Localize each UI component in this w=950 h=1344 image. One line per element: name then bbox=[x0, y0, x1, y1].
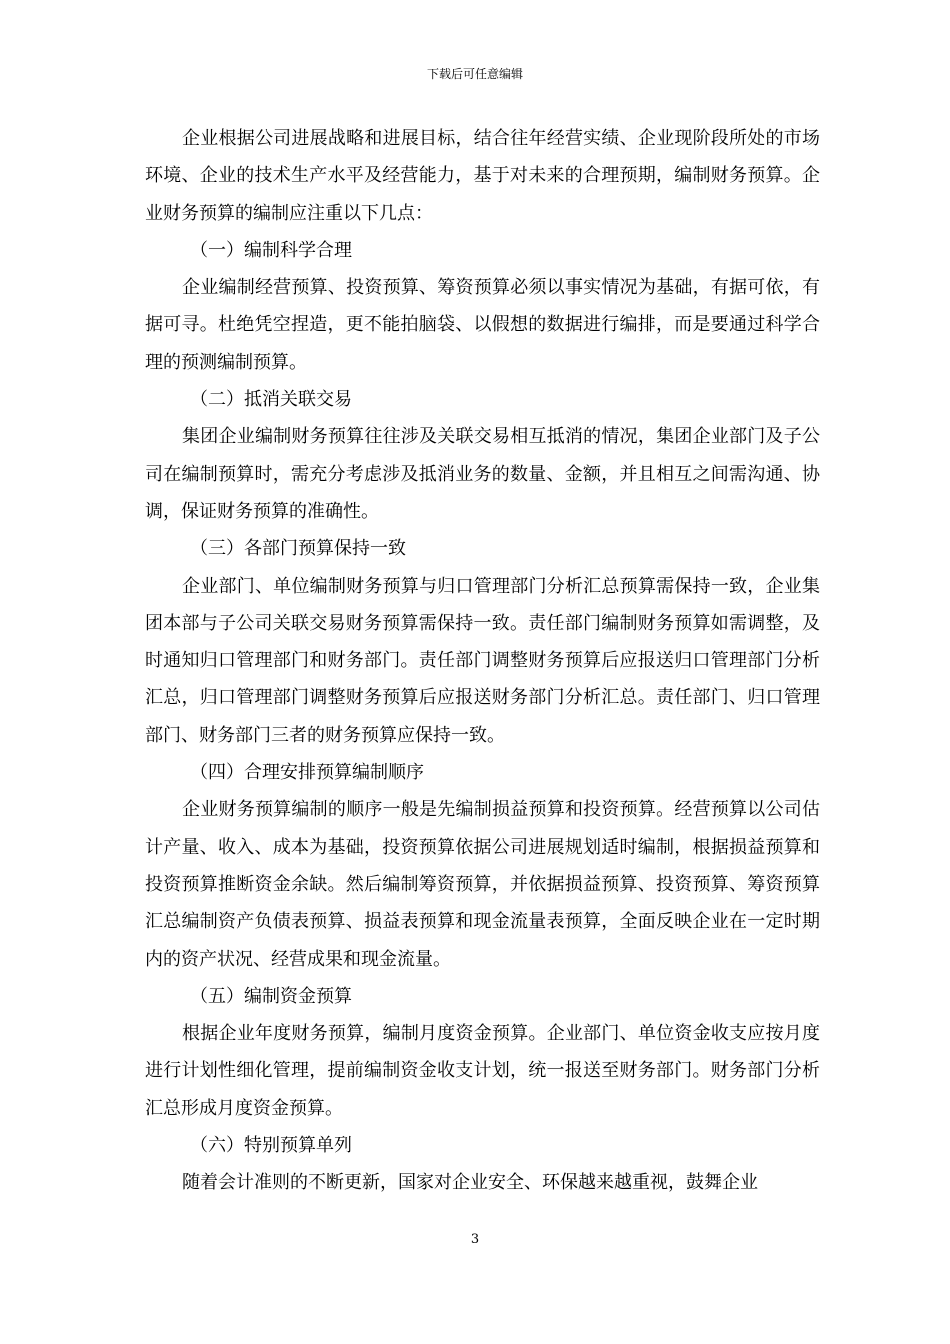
section-heading-6: （六）特别预算单列 bbox=[190, 1135, 352, 1157]
section-body-2: 集团企业编制财务预算往往涉及关联交易相互抵消的情况，集团企业部门及子公司在编制预算时，需充分考虑涉及抵消业务的数量、金额，并且相互之间需沟通、协调，保证财务预算的准确性。 bbox=[145, 426, 820, 522]
page-header: 下载后可任意编辑 bbox=[426, 67, 523, 81]
section-body-1: 企业编制经营预算、投资预算、筹资预算必须以事实情况为基础，有据可依，有据可寻。杜绝凭空捏造，更不能拍脑袋、以假想的数据进行编排，而是要通过科学合理的预测编制预算。 bbox=[145, 277, 820, 373]
section-body-5: 根据企业年度财务预算，编制月度资金预算。企业部门、单位资金收支应按月度进行计划性细化管理，提前编制资金收支计划，统一报送至财务部门。财务部门分析汇总形成月度资金预算。 bbox=[145, 1023, 820, 1119]
section-heading-1: （一）编制科学合理 bbox=[190, 239, 352, 261]
section-heading-5: （五）编制资金预算 bbox=[190, 985, 352, 1007]
section-body-3: 企业部门、单位编制财务预算与归口管理部门分析汇总预算需保持一致，企业集团本部与子公司关联交易财务预算需保持一致。责任部门编制财务预算如需调整，及时通知归口管理部门和财务部门。责任部门调整财务预算后应报送归口管理部门分析汇总，归口管理部门调整财务预算后应报送财务部门分析汇总。责任部门、归口管理部门、财务部门三者的财务预算应保持一致。 bbox=[145, 575, 820, 746]
section-body-4: 企业财务预算编制的顺序一般是先编制损益预算和投资预算。经营预算以公司估计产量、收入、成本为基础，投资预算依据公司进展规划适时编制，根据损益预算和投资预算推断资金余缺。然后编制筹资预算，并依据损益预算、投资预算、筹资预算汇总编制资产负债表预算、损益表预算和现金流量表预算，全面反映企业在一定时期内的资产状况、经营成果和现金流量。 bbox=[145, 799, 820, 970]
document-body bbox=[145, 120, 820, 1202]
intro-paragraph: 企业根据公司进展战略和进展目标，结合往年经营实绩、企业现阶段所处的市场环境、企业的技术生产水平及经营能力，基于对未来的合理预期，编制财务预算。企业财务预算的编制应注重以下几点： bbox=[145, 128, 820, 224]
section-body-6: 随着会计准则的不断更新，国家对企业安全、环保越来越重视，鼓舞企业 bbox=[182, 1172, 758, 1194]
section-heading-2: （二）抵消关联交易 bbox=[190, 389, 352, 411]
page-number: 3 bbox=[470, 1232, 480, 1247]
section-heading-4: （四）合理安排预算编制顺序 bbox=[190, 762, 424, 784]
section-heading-3: （三）各部门预算保持一致 bbox=[190, 538, 406, 560]
